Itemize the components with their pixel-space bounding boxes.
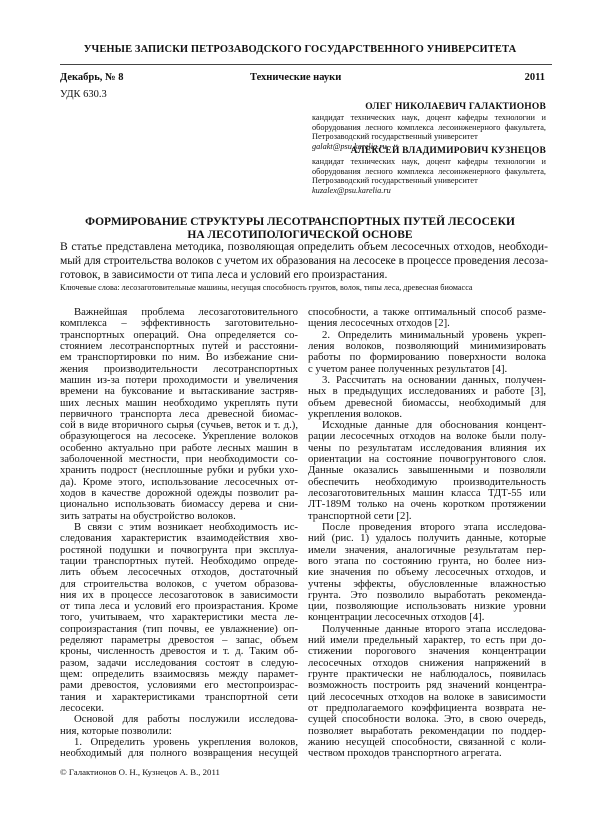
author-affiliation: кандидат технических наук, доцент кафедры технологии и оборудования лесного комплекса лесоинженерного факультета, Петрозаводский государственный университет (312, 157, 546, 186)
body-column-left (60, 307, 298, 760)
text-line: работы по формированию поверхности волока (308, 351, 546, 364)
text-line: Данные оказались завышенными и позволяли (308, 464, 546, 477)
text-line: рации лесосечных отходов на волоке были полу- (308, 430, 546, 443)
text-line: 2. Определить минимальный уровень укреп- (322, 328, 546, 341)
text-line: концентрации лесосечных отходов [4]. (308, 611, 485, 624)
text-line: ций лесосечных отходов на волоке в зависимости (308, 690, 546, 703)
article-title-line: ФОРМИРОВАНИЕ СТРУКТУРЫ ЛЕСОТРАНСПОРТНЫХ ПУТЕЙ ЛЕСОСЕКИ (85, 216, 515, 228)
issue-year: 2011 (524, 72, 545, 83)
text-line: ших лесных машин необходимо укреплять пути (60, 396, 298, 409)
text-line: для строительства волоков, с учетом образова- (60, 577, 298, 590)
text-line: грунта. Это позволило выработать рекоменда- (308, 588, 546, 601)
text-line: машин из-за потери проходимости и увеличения (60, 373, 298, 386)
text-line: тации транспортных путей. Необходимо опреде- (60, 554, 298, 567)
text-line: кие значения по объему лесосечных отходов, и (308, 566, 546, 579)
journal-section: Технические науки (250, 72, 342, 83)
text-line: необходимый для полного возвращения несущей (60, 747, 298, 760)
text-line: ления волоков, позволяющий минимизировать (308, 339, 546, 352)
text-line: возможность построить ряд значений концентра- (308, 679, 546, 692)
text-line: разом, задачи исследования состоят в следую- (60, 656, 298, 669)
paragraph (60, 307, 298, 522)
text-line: имели значения, аналогичные результатам пер- (308, 543, 546, 556)
text-line: чеством проходов транспортного агрегата. (308, 747, 502, 760)
udk-code: УДК 630.3 (60, 89, 107, 100)
text-line: первичного транспорта леса древесной биомас- (60, 407, 298, 420)
paragraph (308, 420, 546, 522)
text-line: укрепления волоков. (308, 407, 403, 420)
keywords: Ключевые слова: лесозаготовительные машины, несущая способность грунтов, волок, типы леса, древесная биомасса (60, 283, 473, 292)
article-title-line: НА ЛЕСОТИПОЛОГИЧЕСКОЙ ОСНОВЕ (187, 229, 413, 241)
text-line: лить объем лесосечных отходов, достаточный (60, 566, 298, 579)
text-line: заболоченной местности, при необходимости со- (60, 453, 298, 466)
text-line: сущей способности волока. Это, в свою очередь, (308, 713, 546, 726)
text-line: от предполагаемого коэффициента возврата не- (308, 701, 546, 714)
text-line: ния их в процессе лесозаготовок в зависимости (60, 588, 298, 601)
text-line: способности, а также оптимальный способ разме- (308, 306, 546, 318)
author-block (312, 102, 546, 151)
text-line: с учетом ранее полученных результатов [4]. (308, 362, 508, 375)
text-line: ции, позволяющие использовать низкие уровни (308, 600, 546, 613)
text-line: сой в виде вторичного сырья (сучьев, веток и т. д.), (60, 419, 298, 432)
author-email[interactable]: galakt@psu.karelia.ru (312, 141, 387, 151)
text-line: ния, которые позволили: (60, 724, 172, 737)
text-line: ходов в качестве дорожной одежды позволит ра- (60, 487, 298, 499)
author-email[interactable]: kuzalex@psu.karelia.ru (312, 185, 391, 195)
text-line: того, учитываем, что характеристики места ле- (60, 611, 298, 624)
text-line: тания и характеристиками транспортной сети (60, 690, 298, 703)
text-line: зить затраты на обустройство волоков. (60, 509, 236, 522)
text-line: ний (рис. 1) удалось получить данные, которые (308, 532, 546, 545)
text-line: времени на буксование и вытаскивание застряв- (60, 385, 298, 398)
text-line: жанию несущей способности, связанной с коли- (308, 735, 546, 748)
text-line: ний имели предельный характер, то есть при до- (308, 634, 546, 647)
text-line: учтены эффекты, обусловленные влажностью (308, 577, 546, 590)
text-line: да). Кроме этого, использование лесосечных от- (60, 475, 298, 488)
abstract-line: готовок, в зависимости от типа леса и условий его произрастания. (60, 268, 388, 281)
abstract-line: мый для строительства волоков с учетом их образования на лесосеке в процессе проведения лесоза- (60, 254, 548, 267)
text-line: ционально использовать биомассу дерева и сни- (60, 498, 298, 511)
paragraph (60, 737, 298, 760)
author-name: ОЛЕГ НИКОЛАЕВИЧ ГАЛАКТИОНОВ (365, 102, 546, 112)
article-title (0, 216, 600, 242)
text-line: После проведения второго этапа исследова- (322, 520, 546, 533)
text-line: щения лесосечных отходов [2]. (308, 317, 450, 330)
text-line: Основой для работы послужили исследова- (74, 713, 298, 726)
author-block (312, 146, 546, 195)
body-column-right (308, 307, 546, 760)
text-line: ных в предыдущих исследованиях и работе [3], (308, 385, 546, 398)
text-line: щем: определить взаимосвязь между парамет- (60, 668, 298, 680)
journal-title: УЧЕНЫЕ ЗАПИСКИ ПЕТРОЗАВОДСКОГО ГОСУДАРСТВЕННОГО УНИВЕРСИТЕТА (83, 44, 517, 55)
author-affiliation: кандидат технических наук, доцент кафедры технологии и оборудования лесного комплекса лесоинженерного факультета, Петрозаводский государственный университет (312, 113, 546, 142)
paragraph (308, 522, 546, 624)
text-line: чены по результатам исследования влияния их (308, 441, 546, 454)
text-line: лесозаготовительных машин класса ТДТ-55 или (308, 487, 546, 499)
text-line: жения производительности лесотранспортных (60, 362, 298, 375)
text-line: комплекса – эффективность заготовительно- (60, 317, 298, 330)
text-line: 3. Рассчитать на основании данных, получен- (322, 373, 546, 386)
text-line: кроны, численность древостоя и т. д. Таким об- (60, 645, 298, 658)
paragraph (308, 307, 546, 330)
text-line: обеспечить необходимую производительность (308, 475, 546, 488)
paragraph (60, 522, 298, 714)
text-line: от типа леса и условий его произрастания. Кроме (60, 600, 298, 613)
text-line: стижении порогового значения концентрации (308, 645, 546, 658)
abstract (60, 240, 548, 282)
issue-number: Декабрь, № 8 (60, 72, 124, 83)
copyright-notice: © Галактионов О. Н., Кузнецов А. В., 2011 (60, 767, 220, 777)
text-line: сопроизрастания (тип почвы, ее увлажнение) оп- (60, 622, 298, 635)
text-line: Исходные данные для обоснования концент- (322, 419, 546, 432)
abstract-line: В статье представлена методика, позволяющая определить объем лесосечных отходов, необходи- (60, 240, 548, 253)
text-line: лесосечных отходов снижения напряжений в (308, 656, 546, 669)
text-line: стоянием лесотранспортных путей и расстояни- (60, 339, 298, 352)
text-line: транспортных операций. Она определяется со- (60, 328, 298, 341)
header-rule (60, 64, 552, 65)
text-line: ЛТ-189М только на очень коротком протяжении (308, 498, 546, 511)
paragraph (60, 714, 298, 737)
text-line: В связи с этим возникает необходимость ис- (74, 520, 298, 533)
paragraph (308, 375, 546, 420)
author-name: АЛЕКСЕЙ ВЛАДИМИРОВИЧ КУЗНЕЦОВ (350, 146, 546, 156)
paragraph (308, 624, 546, 760)
text-line: ем транспортировки по ним. Во избежание сни- (60, 351, 298, 364)
text-line: хранить подрост (несплошные рубки и рубки ухо- (60, 464, 298, 477)
text-line: Важнейшая проблема лесозаготовительного (74, 306, 298, 318)
text-line: позволяет выработать рекомендации по поддер- (308, 724, 546, 737)
text-line: грунте практически не наблюдалось, появилась (308, 668, 546, 680)
paragraph (308, 330, 546, 375)
text-line: ориентации на состояние почвогрунтового слоя. (308, 453, 546, 466)
text-line: ределяют параметры древостоя – запас, объем (60, 634, 298, 647)
text-line: лесосеки. (60, 701, 104, 714)
text-line: ростяной подушки и почвогрунта при эксплуа- (60, 543, 298, 556)
text-line: особенно актуально при работе лесных машин в (60, 441, 298, 454)
text-line: 1. Определить уровень укрепления волоков, (74, 735, 298, 748)
text-line: Полученные данные второго этапа исследова- (322, 622, 546, 635)
text-line: вого этапа по состоянию грунта, но более низ- (308, 554, 546, 567)
text-line: образующегося на лесосеке. Укрепление волоков (60, 430, 298, 443)
text-line: транспортной сети [2]. (308, 509, 412, 522)
text-line: рами древостоя, условиями его местопроизрас- (60, 679, 298, 692)
text-line: следования характеристик взаимодействия хво- (60, 532, 298, 545)
text-line: объем древесной биомассы, необходимый для (308, 396, 546, 409)
